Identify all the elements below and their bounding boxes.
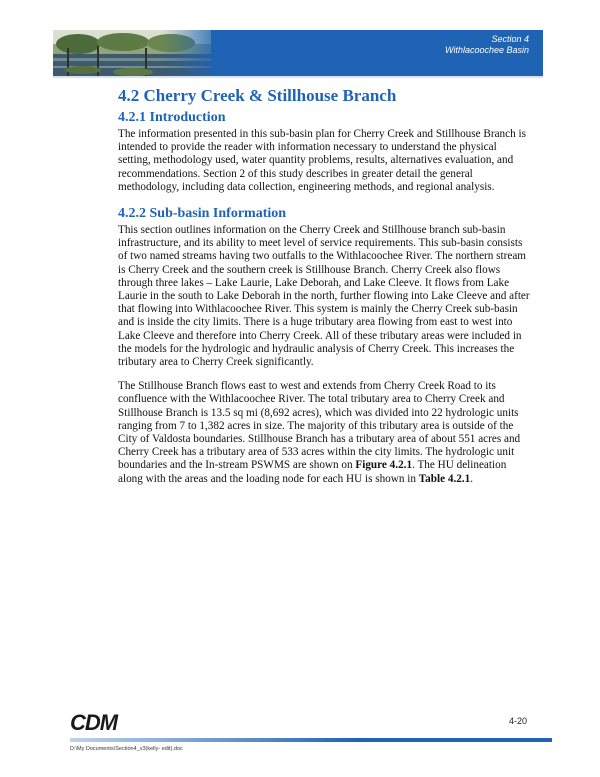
cdm-logo: CDM (70, 710, 118, 735)
header-river-photo (53, 30, 211, 76)
document-body (118, 86, 532, 486)
file-path: D:\My Documents\Section4_v3(kelly- edit).doc (70, 746, 183, 752)
subbasin-paragraph-1: This section outlines information on the Cherry Creek and Stillhouse branch sub-basin infrastructure, and its ability to meet level of service requirements. This sub-basin consists of two named streams having two outfalls to the Withlacoochee River. The northern stream is Cherry Creek and the southern creek is Stillhouse Branch. Cherry Creek also flows through three lakes – Lake Laurie, Lake Deborah, and Lake Cleeve. It flows from Lake Laurie in the south to Lake Deborah in the north, further flowing into Lake Cleeve and after that flowing into Withlacoochee River. This system is mainly the Cherry Creek sub-basin and is inside the city limits. There is a huge tributary area flowing from east to west into Lake Cleeve and therefore into Cherry Creek. All of these tributary areas were included in the models for the hydrologic and hydraulic analysis of Cherry Creek. This increases the tributary area to Cherry Creek significantly. (118, 224, 530, 369)
intro-heading: 4.2.1 Introduction (118, 110, 226, 125)
intro-paragraph: The information presented in this sub-basin plan for Cherry Creek and Stillhouse Branch is intended to provide the reader with information necessary to understand the physical setting, methodology used, water quantity problems, results, alternatives evaluation, and recommendations. Section 2 of this study describes in greater detail the general methodology, including data collection, engineering methods, and regional analysis. (118, 128, 526, 193)
section-number: Section 4 (491, 34, 529, 44)
figure-reference: Figure 4.2.1 (355, 459, 413, 472)
paragraph-2-end: . (470, 472, 474, 485)
paragraph-2-mid: . The HU delineation along with the areas and the loading node for each HU is shown in (118, 459, 507, 485)
header-section-label (445, 34, 529, 56)
page-number: 4-20 (509, 716, 528, 726)
footer-rule (70, 738, 552, 742)
table-reference: Table 4.2.1 (418, 472, 471, 485)
basin-name: Withlacoochee Basin (445, 45, 529, 55)
subbasin-heading: 4.2.2 Sub-basin Information (118, 206, 287, 222)
header-band (53, 30, 543, 78)
page-title: 4.2 Cherry Creek & Stillhouse Branch (118, 86, 397, 105)
paragraph-2-text: The Stillhouse Branch flows east to west and extends from Cherry Creek Road to its confluence with the Withlacoochee River. The total tributary area to Cherry Creek and Stillhouse Branch is 13.5 sq mi (8,692 acres), which was divided into 22 hydrologic units ranging from 7 to 1,382 acres in size. The majority of this tributary area is outside of the City of Valdosta boundaries. Stillhouse Branch has a tributary area of about 551 acres and Cherry Creek has a tributary area of 533 acres within the city limits. The hydrologic unit boundaries and the In-stream PSWMS are shown on (118, 380, 521, 472)
subbasin-paragraph-2 (118, 380, 532, 486)
